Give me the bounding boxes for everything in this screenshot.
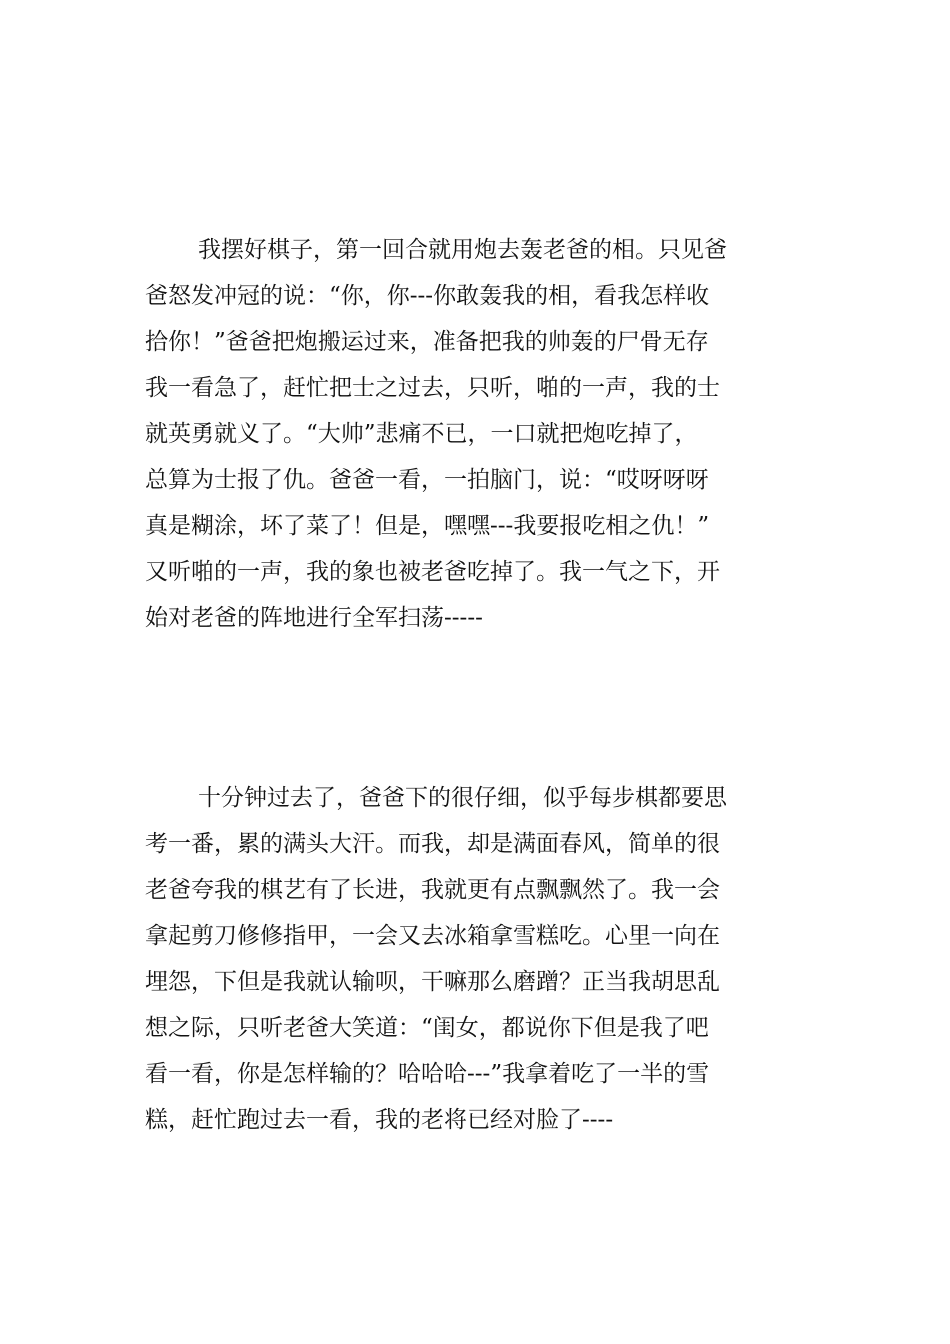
text-line: 老爸夸我的棋艺有了长进，我就更有点飘飘然了。我一会 xyxy=(145,877,720,903)
text-line: 始对老爸的阵地进行全军扫荡----- xyxy=(145,605,483,631)
paragraph-1 xyxy=(145,227,810,641)
text-line: 真是糊涂，坏了菜了！但是，嘿嘿---我要报吃相之仇！” xyxy=(145,513,710,539)
paragraph-2 xyxy=(145,775,810,1143)
text-line: 我一看急了，赶忙把士之过去，只听，啪的一声，我的士 xyxy=(145,375,720,401)
text-line: 十分钟过去了，爸爸下的很仔细，似乎每步棋都要思 xyxy=(198,785,727,811)
text-line: 考一番，累的满头大汗。而我，却是满面春风，简单的很 xyxy=(145,831,720,857)
text-line: 拿起剪刀修修指甲，一会又去冰箱拿雪糕吃。心里一向在 xyxy=(145,923,720,949)
text-line: 又听啪的一声，我的象也被老爸吃掉了。我一气之下，开 xyxy=(145,559,720,585)
text-line: 拾你！”爸爸把炮搬运过来，准备把我的帅轰的尸骨无存 xyxy=(145,329,709,355)
text-line: 我摆好棋子，第一回合就用炮去轰老爸的相。只见爸 xyxy=(198,237,727,263)
text-line: 就英勇就义了。“大帅”悲痛不已，一口就把炮吃掉了， xyxy=(145,421,698,447)
text-line: 总算为士报了仇。爸爸一看，一拍脑门，说：“哎呀呀呀 xyxy=(145,467,709,493)
text-line: 看一看，你是怎样输的？哈哈哈---”我拿着吃了一半的雪 xyxy=(145,1061,710,1087)
text-line: 爸怒发冲冠的说：“你，你---你敢轰我的相，看我怎样收 xyxy=(145,283,710,309)
text-line: 糕，赶忙跑过去一看，我的老将已经对脸了---- xyxy=(145,1107,614,1133)
text-line: 想之际，只听老爸大笑道：“闺女，都说你下但是我了吧 xyxy=(145,1015,709,1041)
text-line: 埋怨，下但是我就认输呗，干嘛那么磨蹭？正当我胡思乱 xyxy=(145,969,720,995)
